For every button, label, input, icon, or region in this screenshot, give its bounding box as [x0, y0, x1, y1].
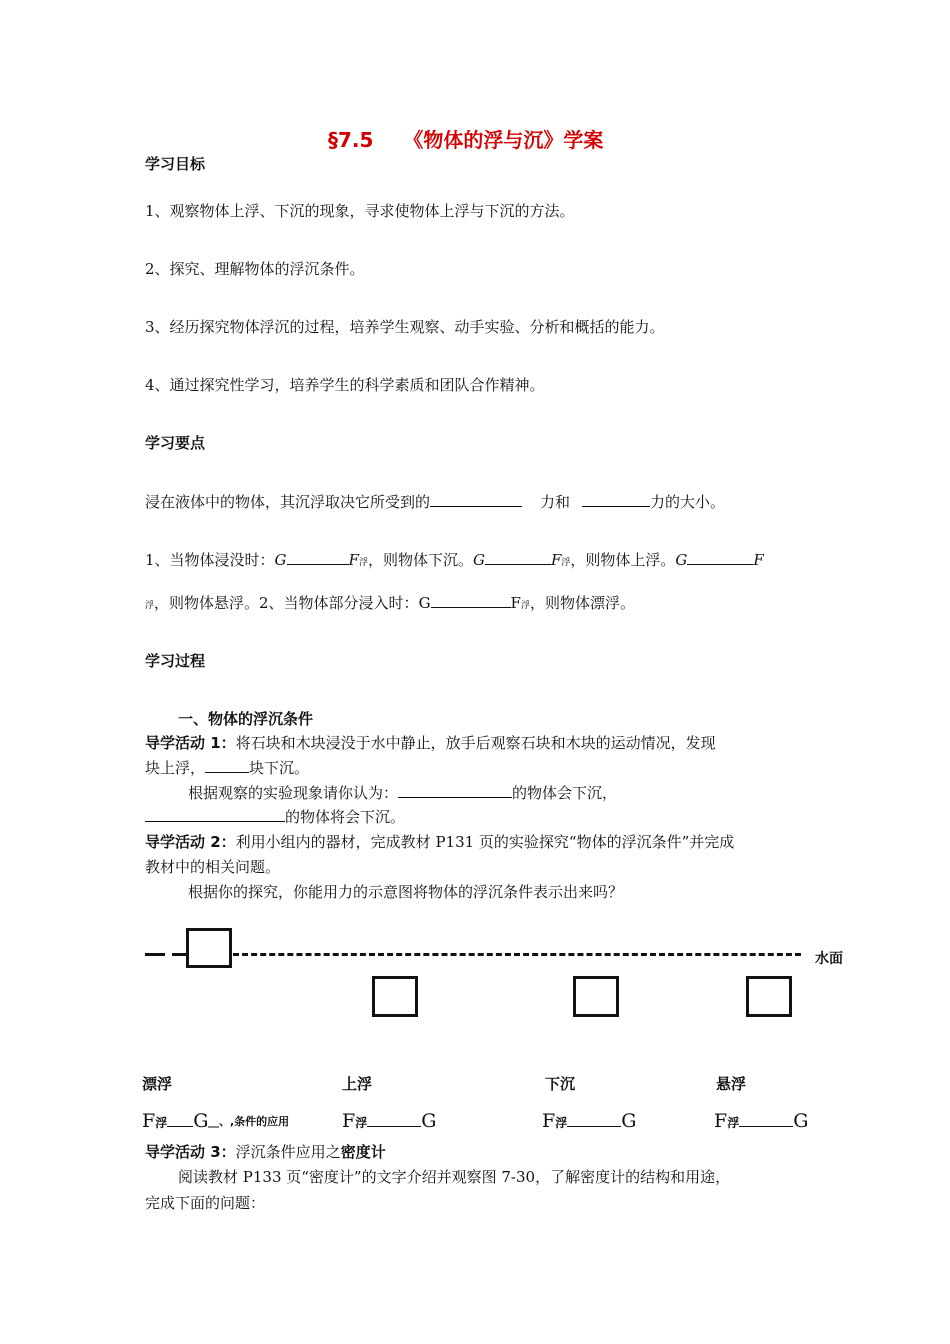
goal-item-4: 4、通过探究性学习，培养学生的科学素质和团队合作精神。 [145, 376, 545, 394]
overlapping-text: __、,条件的应用 [208, 1115, 290, 1128]
keypoints-line-1: 浸在液体中的物体，其沉浮取决它所受到的 力和 力的大小。 [145, 493, 726, 511]
goal-item-3: 3、经历探究物体浮沉的过程，培养学生观察、动手实验、分析和概括的能力。 [145, 318, 665, 336]
state-label-float: 漂浮 [142, 1075, 173, 1093]
state-label-sink: 下沉 [545, 1075, 576, 1093]
activity-3-line-1: 导学活动 3：浮沉条件应用之密度计 [145, 1143, 386, 1161]
water-line-left-dash [145, 953, 165, 956]
force-compare-float: F浮 G [142, 1110, 209, 1132]
activity-1-line-3: 根据观察的实验现象请你认为： 的物体会下沉， [188, 784, 618, 802]
blank-rise-compare[interactable] [367, 1108, 421, 1127]
goal-item-2: 2、探究、理解物体的浮沉条件。 [145, 260, 365, 278]
blank-condition-2[interactable] [145, 806, 285, 822]
blank-suspend-compare[interactable] [739, 1108, 793, 1127]
blank-sink-compare[interactable] [567, 1108, 621, 1127]
activity-1-line-2: 块上浮， 块下沉。 [145, 759, 310, 777]
keypoints-line-2: 1、当物体浸没时：G F浮，则物体下沉。G F浮，则物体上浮。G F [145, 551, 764, 569]
force-compare-sink: F浮 G [542, 1110, 637, 1132]
keypoints-line-3: 浮，则物体悬浮。2、当物体部分浸入时：G F浮，则物体漂浮。 [145, 594, 635, 612]
water-surface-label: 水面 [815, 951, 843, 967]
activity-1-line-1: 导学活动 1：将石块和木块浸没于水中静止，放手后观察石块和木块的运动情况，发现 [145, 734, 716, 752]
goals-heading: 学习目标 [145, 155, 206, 173]
blank-block-rise[interactable] [205, 757, 249, 773]
water-surface-line [233, 953, 801, 956]
blank-force-2[interactable] [582, 491, 650, 507]
floating-object-box [186, 928, 232, 968]
blank-rise[interactable] [485, 549, 551, 565]
state-label-rise: 上浮 [342, 1075, 373, 1093]
blank-float[interactable] [431, 592, 511, 608]
water-line-left-dash-2 [172, 953, 186, 956]
state-label-suspend: 悬浮 [716, 1075, 747, 1093]
blank-float-compare[interactable] [167, 1108, 193, 1127]
suspended-object-box [746, 976, 792, 1017]
keypoints-heading: 学习要点 [145, 434, 206, 452]
force-compare-suspend: F浮 G [714, 1110, 809, 1132]
blank-suspend[interactable] [687, 549, 753, 565]
activity-3-line-2: 阅读教材 P133 页“密度计”的文字介绍并观察图 7-30，了解密度计的结构和用途， [178, 1168, 731, 1186]
activity-2-line-3: 根据你的探究，你能用力的示意图将物体的浮沉条件表示出来吗？ [188, 883, 624, 901]
activity-1-line-4: 的物体将会下沉。 [145, 806, 405, 827]
process-heading: 学习过程 [145, 652, 206, 670]
activity-2-line-1: 导学活动 2：利用小组内的器材，完成教材 P131 页的实验探究“物体的浮沉条件”并完成 [145, 833, 735, 851]
page-title: §7.5 《物体的浮与沉》学案 [328, 128, 604, 152]
section-1-heading: 一、物体的浮沉条件 [178, 710, 314, 728]
activity-2-line-2: 教材中的相关问题。 [145, 858, 281, 876]
blank-force-1[interactable] [430, 491, 522, 507]
force-compare-rise: F浮 G [342, 1110, 437, 1132]
blank-condition-1[interactable] [398, 782, 512, 798]
rising-object-box [372, 976, 418, 1017]
sinking-object-box [573, 976, 619, 1017]
activity-3-line-3: 完成下面的问题： [145, 1194, 266, 1212]
goal-item-1: 1、观察物体上浮、下沉的现象，寻求使物体上浮与下沉的方法。 [145, 202, 575, 220]
blank-sink[interactable] [287, 549, 349, 565]
